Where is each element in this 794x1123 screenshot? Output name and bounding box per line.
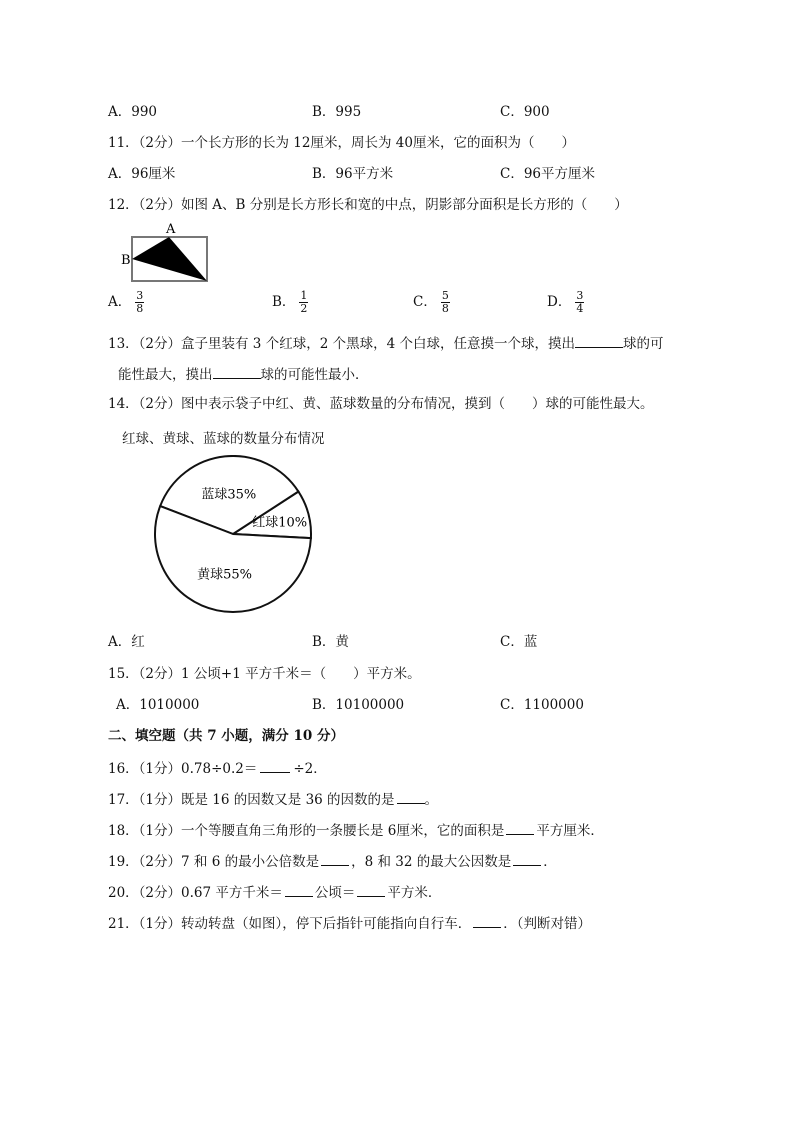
q12-rectangle-figure bbox=[115, 220, 215, 286]
q15-option-a: A．1010000 bbox=[116, 697, 200, 713]
q12-option-a: A． $\frac{3}{8}$ bbox=[108, 289, 144, 315]
q15-option-b: B．10100000 bbox=[312, 697, 405, 713]
ball-distribution-pie-chart bbox=[150, 455, 320, 620]
q21-question: 21．（1分）转动转盘（如图），停下后指针可能指向自行车． ．（判断对错） bbox=[108, 913, 591, 933]
q20-blank-2[interactable] bbox=[357, 882, 385, 897]
q14-option-a: A．红 bbox=[108, 634, 145, 650]
q19-blank-2[interactable] bbox=[513, 851, 541, 866]
q12-option-d: D． $\frac{3}{4}$ bbox=[547, 289, 584, 315]
q20-question: 20．（2分）0.67 平方千米＝ 公顷＝ 平方米． bbox=[108, 882, 441, 902]
q19-question: 19．（2分）7 和 6 的最小公倍数是 ，8 和 32 的最大公因数是 ． bbox=[108, 851, 557, 871]
q17-question: 17．（1分）既是 16 的因数又是 36 的因数的是 。 bbox=[108, 789, 438, 809]
q10-option-c: C．900 bbox=[500, 104, 550, 120]
pie-label-红球: 红球10% bbox=[252, 515, 308, 531]
q18-blank[interactable] bbox=[506, 820, 534, 835]
point-a-label: A bbox=[166, 222, 176, 237]
q12-question: 12．（2分）如图 A、B 分别是长方形长和宽的中点，阴影部分面积是长方形的（ ） bbox=[108, 197, 628, 213]
q11-option-a: A．96厘米 bbox=[108, 166, 176, 182]
q13-question-line1: 13．（2分）盒子里装有 3 个红球，2 个黑球，4 个白球，任意摸一个球，摸出 球的可 bbox=[108, 333, 663, 353]
q11-option-b: B．96平方米 bbox=[312, 166, 394, 182]
q21-blank[interactable] bbox=[473, 913, 501, 928]
q11-option-c: C．96平方厘米 bbox=[500, 166, 596, 182]
q14-option-b: B．黄 bbox=[312, 634, 349, 650]
q10-option-b: B．995 bbox=[312, 104, 362, 120]
point-b-label: B bbox=[121, 253, 131, 268]
q13-blank-1[interactable] bbox=[575, 333, 623, 348]
q19-blank-1[interactable] bbox=[321, 851, 349, 866]
q17-blank[interactable] bbox=[397, 789, 425, 804]
pie-chart-title: 红球、黄球、蓝球的数量分布情况 bbox=[122, 431, 325, 447]
q15-option-c: C．1100000 bbox=[500, 697, 584, 713]
q14-option-c: C．蓝 bbox=[500, 634, 538, 650]
pie-label-蓝球: 蓝球35% bbox=[201, 487, 257, 503]
pie-label-黄球: 黄球55% bbox=[197, 567, 253, 583]
q11-question: 11．（2分）一个长方形的长为 12厘米，周长为 40厘米，它的面积为（ ） bbox=[108, 135, 575, 151]
shaded-triangle bbox=[132, 237, 207, 281]
q14-question: 14．（2分）图中表示袋子中红、黄、蓝球数量的分布情况，摸到（ ）球的可能性最大。 bbox=[108, 396, 654, 412]
q20-blank-1[interactable] bbox=[285, 882, 313, 897]
q12-option-c: C． $\frac{5}{8}$ bbox=[413, 289, 449, 315]
q13-blank-2[interactable] bbox=[213, 364, 261, 379]
q18-question: 18．（1分）一个等腰直角三角形的一条腰长是 6厘米，它的面积是 平方厘米． bbox=[108, 820, 604, 840]
q12-option-b: B． $\frac{1}{2}$ bbox=[272, 289, 308, 315]
q15-question: 15．（2分）1 公顷+1 平方千米＝（ ）平方米。 bbox=[108, 666, 421, 682]
q10-option-a: A．990 bbox=[108, 104, 158, 120]
q16-question: 16．（1分）0.78÷0.2＝ ÷2． bbox=[108, 758, 327, 778]
q16-blank[interactable] bbox=[260, 758, 290, 773]
section-2-heading: 二、填空题（共 7 小题，满分 10 分） bbox=[108, 728, 344, 744]
q13-question-line2: 能性最大，摸出 球的可能性最小． bbox=[118, 364, 369, 384]
